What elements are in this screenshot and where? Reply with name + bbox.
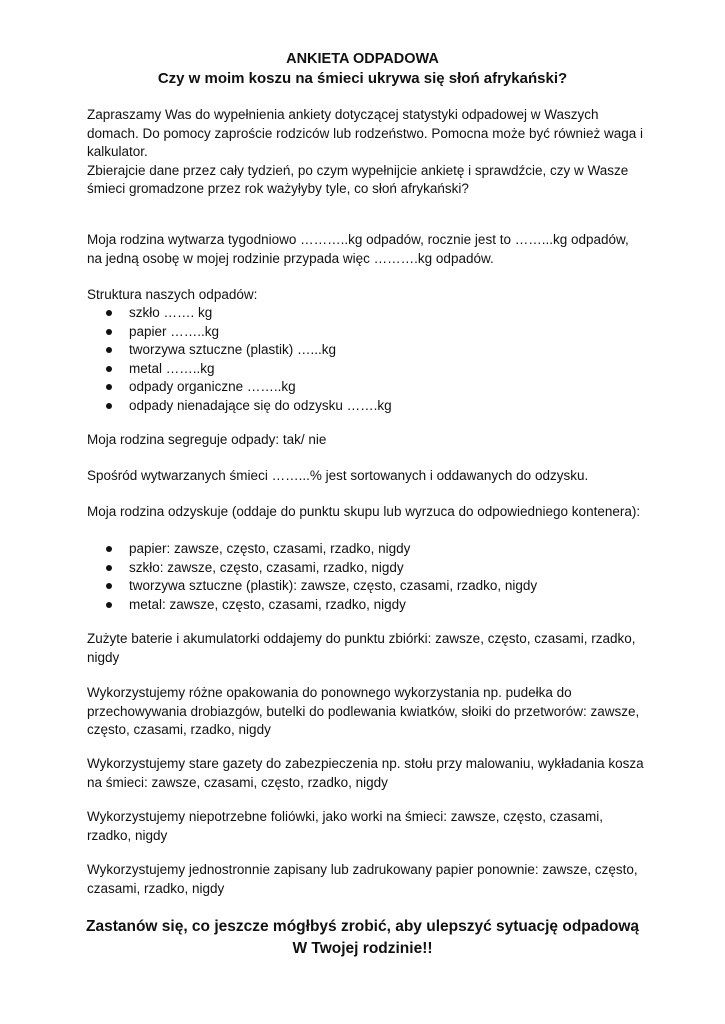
closing-line-2: W Twojej rodzinie!! (292, 940, 433, 957)
document-subtitle: Czy w moim koszu na śmieci ukrywa się słoń afrykański? (157, 70, 568, 87)
list-item: metal ……..kg (103, 360, 643, 379)
list-item: papier: zawsze, często, czasami, rzadko, nigdy (103, 540, 643, 559)
list-item: metal: zawsze, często, czasami, rzadko, nigdy (103, 596, 643, 615)
segregation-text: Moja rodzina segreguje odpady: tak/ nie (87, 432, 327, 447)
bullet-icon (106, 310, 112, 316)
bullet-icon (106, 384, 112, 390)
recovery-heading-text: Moja rodzina odzyskuje (oddaje do punktu skupu lub wyrzuca do odpowiedniego kontenera): (87, 504, 641, 519)
list-item: szkło: zawsze, często, czasami, rzadko, nigdy (103, 559, 643, 578)
closing-line-1: Zastanów się, co jeszcze mógłbyś zrobić, aby ulepszyć sytuację odpadową (85, 918, 639, 935)
recovery-list (103, 540, 643, 614)
family-waste-question (87, 231, 647, 268)
family-waste-text: Moja rodzina wytwarza tygodniowo ………..kg odpadów, rocznie jest to ……...kg odpadów, na jedną osobę w mojej rodzinie przypada więc ……….kg odpadów. (87, 232, 629, 266)
batteries-question (87, 630, 647, 667)
foil-bags-question (87, 808, 647, 845)
bullet-icon (106, 565, 112, 571)
document-title: ANKIETA ODPADOWA (286, 51, 439, 67)
intro-section (87, 106, 647, 199)
newspapers-text: Wykorzystujemy stare gazety do zabezpieczenia np. stołu przy malowaniu, wykładania kosza na śmieci: zawsze, czasami, często, rzadko, nigdy (87, 756, 644, 790)
structure-heading-text: Struktura naszych odpadów: (87, 287, 258, 302)
intro-paragraph-2: Zbierajcie dane przez cały tydzień, po czym wypełnijcie ankietę i sprawdźcie, czy w Wasze śmieci gromadzone przez rok ważyłyby tyle, co słoń afrykański? (87, 162, 629, 196)
list-item: odpady nienadające się do odzysku …….kg (103, 397, 643, 416)
bullet-icon (106, 583, 112, 589)
list-item: szkło ……. kg (103, 304, 643, 323)
list-item: tworzywa sztuczne (plastik) …...kg (103, 341, 643, 360)
sorted-percent-question (87, 467, 647, 486)
foil-bags-text: Wykorzystujemy niepotrzebne foliówki, jako worki na śmieci: zawsze, często, czasami, rzadko, nigdy (87, 809, 604, 843)
recovery-heading (87, 503, 647, 522)
paper-reuse-question (87, 861, 647, 898)
list-item: tworzywa sztuczne (plastik): zawsze, często, czasami, rzadko, nigdy (103, 577, 643, 596)
list-item: papier ……..kg (103, 323, 643, 342)
newspapers-question (87, 755, 647, 792)
bullet-icon (106, 347, 112, 353)
list-item: odpady organiczne ……..kg (103, 378, 643, 397)
bullet-icon (106, 546, 112, 552)
reuse-packaging-question (87, 684, 647, 740)
sorted-percent-text: Spośród wytwarzanych śmieci ……...% jest sortowanych i oddawanych do odzysku. (87, 468, 589, 483)
bullet-icon (106, 329, 112, 335)
segregation-question (87, 431, 647, 450)
reuse-packaging-text: Wykorzystujemy różne opakowania do ponownego wykorzystania np. pudełka do przechowywania drobiazgów, butelki do podlewania kwiatków, słoiki do przetworów: zawsze, często, czasami, rzadko, nigdy (87, 685, 640, 737)
structure-list (103, 304, 643, 416)
paper-reuse-text: Wykorzystujemy jednostronnie zapisany lub zadrukowany papier ponownie: zawsze, często, czasami, rzadko, nigdy (87, 862, 638, 896)
batteries-text: Zużyte baterie i akumulatorki oddajemy do punktu zbiórki: zawsze, często, czasami, rzadko, nigdy (87, 631, 636, 665)
bullet-icon (106, 366, 112, 372)
bullet-icon (106, 602, 112, 608)
bullet-icon (106, 403, 112, 409)
intro-paragraph-1: Zapraszamy Was do wypełnienia ankiety dotyczącej statystyki odpadowej w Waszych domach. Do pomocy zaproście rodziców lub rodzeństwo. Pomocna może być również waga i kalkulator. (87, 107, 644, 159)
structure-heading (87, 286, 647, 305)
